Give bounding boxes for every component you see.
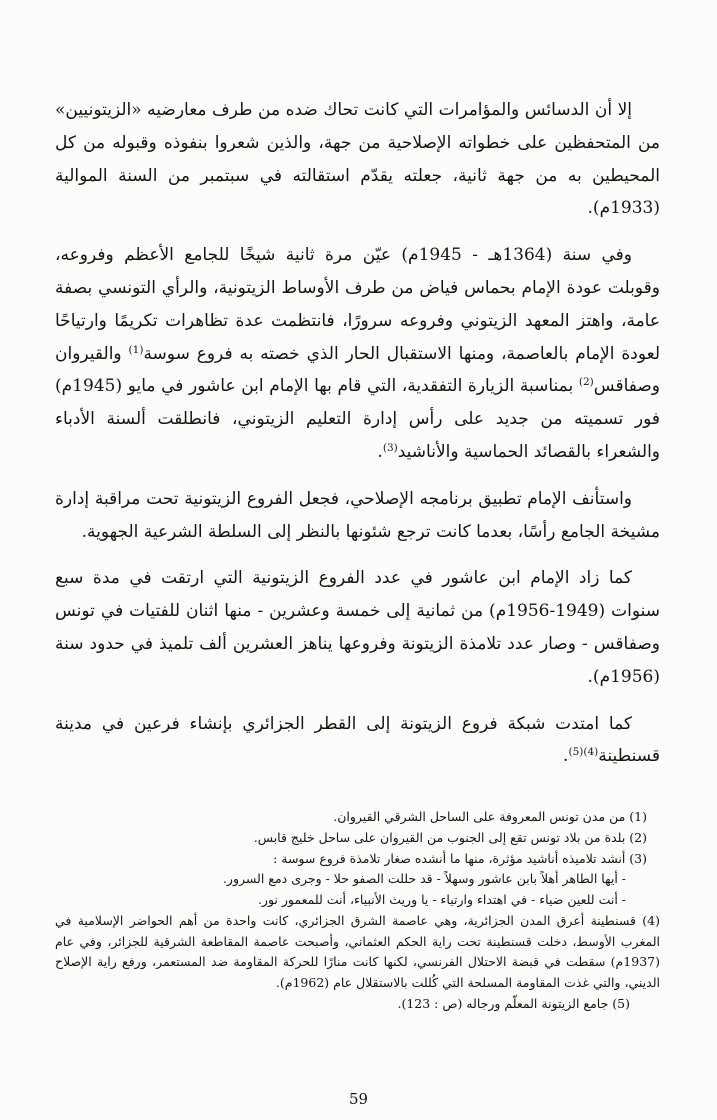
footnote-marker: (4)(5) [568, 746, 599, 759]
main-text-block [55, 94, 660, 773]
footnote-marker: (3) [382, 441, 398, 454]
paragraph-5: كما امتدت شبكة فروع الزيتونة إلى القطر الجزائري بإنشاء فرعين في مدينة قسنطينة$^{(4)(5)}$. [55, 713, 660, 767]
footnote-5: (5) جامع الزيتونة المعلّم ورجاله (ص : 123). [397, 995, 630, 1011]
footnote-4: (4) قسنطينة أعرق المدن الجزائرية، وهي عاصمة الشرق الجزائري، كانت واحدة من أهم الحواضر الإسلامية في المغرب الأوسط، دخلت قسنطينة تحت راية الحكم العثماني، وأصبحت عاصمة المقاطعة الشرقية للجزائر، وفي عام (1937م) سقطت في قبضة الاحتلال الفرنسي، لكنها كانت منارًا للحركة المقاومة ضد المستعمر، ورفع راية الإصلاح الديني، والتي غذت المقاومة المسلحة التي كُللت بالاستقلال عام (1962م). [55, 912, 660, 991]
paragraph-2: وفي سنة (1364هـ - 1945م) عيّن مرة ثانية شيخًا للجامع الأعظم وفروعه، وقوبلت عودة الإمام بحماس فياض من طرف الأوساط الزيتونية، والرأي التونسي بصفة عامة، واهتز المعهد الزيتوني وفروعه سرورًا، فانتظمت عدة تظاهرات تكريمًا وارتياحًا لعودة الإمام بالعاصمة، ومنها الاستقبال الحار الذي خصته به فروع سوسة$^{(1)}$ والقيروان وصفاقس$^{(2)}$ بمناسبة الزيارة التفقدية، التي قام بها الإمام ابن عاشور في مايو (1945م) فور تسميته من جديد على رأس إدارة التعليم الزيتوني، فانطلقت ألسنة الأدباء والشعراء بالقصائد الحماسية والأناشيد$^{(3)}$. [55, 245, 660, 462]
footnote-2: (2) بلدة من بلاد تونس تقع إلى الجنوب من القيروان على ساحل خليج قابس. [253, 829, 647, 845]
paragraph-1: إلا أن الدسائس والمؤامرات التي كانت تحاك ضده من طرف معارضيه «الزيتونيين» من المتحفظين على خطواته الإصلاحية من جهة، والذين شعروا بنفوذه وقبوله من كل المحيطين به من جهة ثانية، جعلته يقدّم استقالته في سبتمبر من السنة الموالية (1933م). [55, 100, 660, 219]
footnote-1: (1) من مدن تونس المعروفة على الساحل الشرقي القيروان. [333, 809, 647, 825]
footnote-3: (3) أنشد تلاميذه أناشيد مؤثرة، منها ما أنشده صغار تلامذة فروع سوسة : [273, 850, 647, 866]
footnote-marker: (2) [578, 376, 594, 389]
footnote-3-subline: - أيها الطاهر أهلاً بابن عاشور وسهلاً - قد حللت الصفو حلا - وجرى دمع السرور. [222, 871, 626, 887]
paragraph-4: كما زاد الإمام ابن عاشور في عدد الفروع الزيتونية التي ارتقت في مدة سبع سنوات (1949-1956م) من ثمانية إلى خمسة وعشرين - منها اثنان للفتيات في تونس وصفاقس - وصار عدد تلامذة الزيتونة وفروعها يناهز العشرين ألف تلميذ في حدود سنة (1956م). [55, 568, 660, 687]
footnotes-section [55, 807, 660, 1015]
footnote-3-subline: - أنت للعين ضياء - في اهتداء وارتياء - يا وريث الأنبياء، أنت للمعمور نور. [257, 892, 626, 908]
page-number: 59 [348, 1090, 369, 1108]
paragraph-3: واستأنف الإمام تطبيق برنامجه الإصلاحي، فجعل الفروع الزيتونية تحت مراقبة إدارة مشيخة الجامع رأسًا، بعدما كانت ترجع شئونها بالنظر إلى السلطة الشرعية الجهوية. [55, 488, 660, 542]
footnote-marker: (1) [128, 343, 144, 356]
